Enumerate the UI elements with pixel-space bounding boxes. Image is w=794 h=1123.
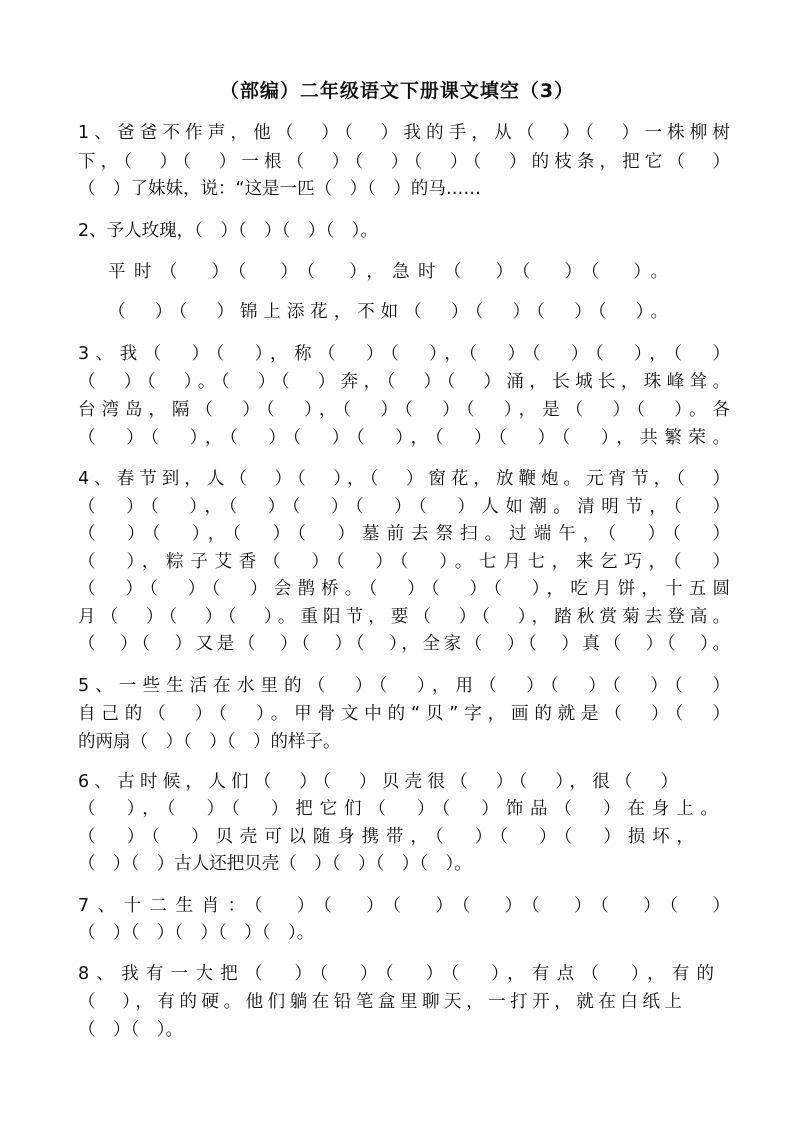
q1-line-2: 下，（ ）（ ）一根（ ）（ ）（ ）（ ）的枝条，把它（ ） bbox=[78, 152, 730, 172]
q4-line-4: （ ），粽子艾香（ ）（ ）（ ）。七月七，来乞巧，（ ） bbox=[78, 552, 730, 572]
q4-line-2: （ ）（ ），（ ）（ ）（ ）（ ）人如潮。清明节，（ ） bbox=[78, 497, 730, 517]
q3-line-1: 3、我（ ）（ ），称（ ）（ ），（ ）（ ）（ ），（ ） bbox=[78, 344, 730, 364]
q1-line-1: 1、爸爸不作声，他（ ）（ ）我的手，从（ ）（ ）一株柳树 bbox=[78, 123, 730, 143]
q2-line-1: 2、予人玫瑰，（ ）（ ）（ ）（ ）。 bbox=[78, 221, 378, 241]
q3-line-4: （ ）（ ），（ ）（ ）（ ），（ ）（ ）（ ），共繁荣。 bbox=[78, 428, 730, 448]
q2-line-2: 平时（ ）（ ）（ ），急时（ ）（ ）（ ）。 bbox=[108, 262, 668, 282]
q8-line-1: 8、我有一大把（ ）（ ）（ ）（ ），有点（ ），有的 bbox=[78, 964, 714, 984]
q2-line-3: （ ）（ ）锦上添花，不如（ ）（ ）（ ）（ ）。 bbox=[108, 302, 668, 322]
q5-line-3: 的两扇（ ）（ ）（ ）的样子。 bbox=[78, 732, 341, 752]
q6-line-1: 6、古时候，人们（ ）（ ）贝壳很（ ）（ ），很（ ） bbox=[78, 772, 678, 792]
q4-line-7: （ ）（ ）又是（ ）（ ）（ ），全家（ ）（ ）真（ ）（ ）。 bbox=[78, 634, 730, 654]
q4-line-6: 月（ ）（ ）（ ）。重阳节，要（ ）（ ），踏秋赏菊去登高。 bbox=[78, 607, 730, 627]
q4-line-3: （ ）（ ），（ ）（ ）墓前去祭扫。过端午，（ ）（ ） bbox=[78, 524, 730, 544]
page-title: （部编）二年级语文下册课文填空（3） bbox=[219, 80, 575, 102]
q6-line-3: （ ）（ ）贝壳可以随身携带，（ ）（ ）（ ）损坏， bbox=[78, 827, 694, 847]
q6-line-2: （ ），（ ）（ ）把它们（ ）（ ）饰品（ ）在身上。 bbox=[78, 799, 718, 819]
q8-line-2: （ ），有的硬。他们躺在铅笔盒里聊天，一打开，就在白纸上 bbox=[78, 992, 682, 1012]
q4-line-1: 4、春节到，人（ ）（ ），（ ）窗花，放鞭炮。元宵节，（ ） bbox=[78, 469, 730, 489]
q7-line-2: （ ）（ ）（ ）（ ）（ ）。 bbox=[78, 923, 315, 943]
q7-line-1: 7、十二生肖：（ ）（ ）（ ）（ ）（ ）（ ）（ ） bbox=[78, 896, 730, 916]
q5-line-2: 自己的（ ）（ ）。甲骨文中的“贝”字，画的就是（ ）（ ） bbox=[78, 704, 730, 724]
q8-line-3: （ ）（ ）。 bbox=[78, 1020, 183, 1040]
q6-line-4: （ ）（ ）古人还把贝壳（ ）（ ）（ ）（ ）。 bbox=[78, 854, 472, 874]
q1-line-3: （ ）了妹妹，说：“这是一匹（ ）（ ）的马…… bbox=[78, 179, 481, 199]
q3-line-2: （ ）（ ）。（ ）（ ）奔，（ ）（ ）涌，长城长，珠峰耸。 bbox=[78, 372, 730, 392]
q3-line-3: 台湾岛，隔（ ）（ ），（ ）（ ）（ ），是（ ）（ ）。各 bbox=[78, 400, 730, 420]
q5-line-1: 5、一些生活在水里的（ ）（ ），用（ ）（ ）（ ）（ ） bbox=[78, 676, 730, 696]
q4-line-5: （ ）（ ）（ ）会鹊桥。（ ）（ ）（ ），吃月饼，十五圆 bbox=[78, 579, 730, 599]
